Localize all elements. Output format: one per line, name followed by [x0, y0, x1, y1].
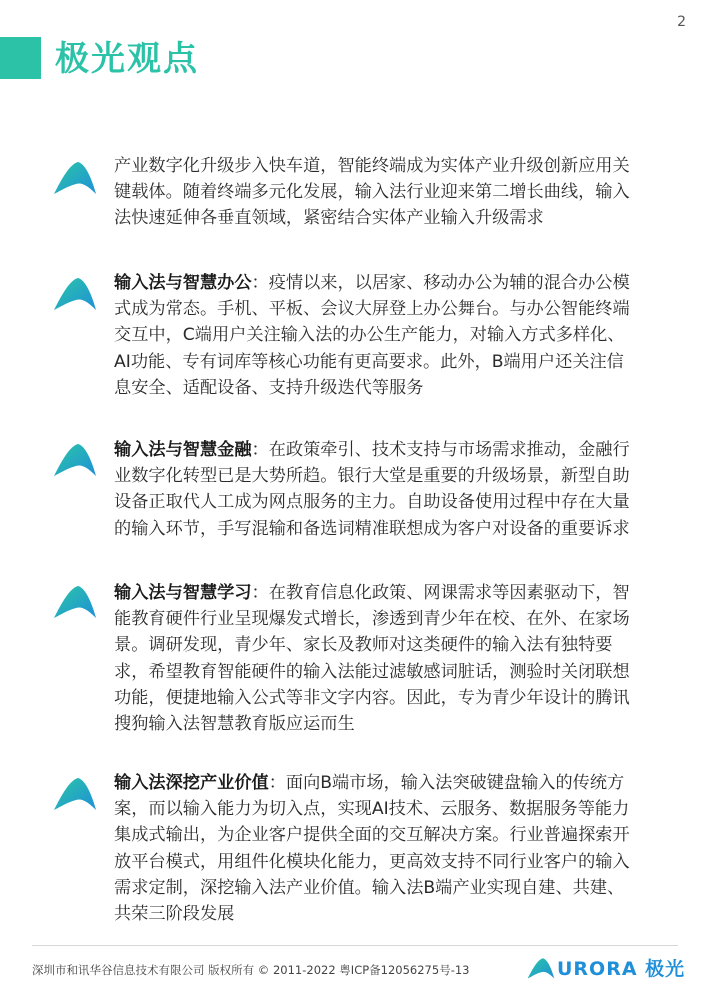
footer-divider [32, 945, 678, 946]
page-number: 2 [677, 14, 686, 30]
item-heading: 输入法深挖产业价值 [114, 773, 269, 793]
aurora-logo-icon [52, 160, 98, 198]
aurora-logo-icon [52, 442, 98, 480]
page-title: 极光观点 [55, 39, 199, 79]
item-body: 产业数字化升级步入快车道，智能终端成为实体产业升级创新应用关键载体。随着终端多元化发展，输入法行业迎来第二增长曲线，输入法快速延伸各垂直领域，紧密结合实体产业输入升级需求 [114, 156, 630, 229]
aurora-logo-icon [52, 584, 98, 622]
item-heading: 输入法与智慧金融 [114, 440, 252, 460]
aurora-logo-icon [52, 276, 98, 314]
item-body: ：在政策牵引、技术支持与市场需求推动，金融行业数字化转型已是大势所趋。银行大堂是重要的升级场景，新型自助设备正取代人工成为网点服务的主力。自助设备使用过程中存在大量的输入环节，手写混输和备选词精准联想成为客户对设备的重要诉求 [114, 440, 630, 539]
item-body: ：疫情以来，以居家、移动办公为辅的混合办公模式成为常态。手机、平板、会议大屏登上办公舞台。与办公智能终端交互中，C端用户关注输入法的办公生产能力，对输入方式多样化、AI功能、专有词库等核心功能有更高要求。此外，B端用户还关注信息安全、适配设备、支持升级迭代等服务 [114, 273, 630, 398]
aurora-logo-icon [526, 957, 556, 981]
item-body: ：在教育信息化政策、网课需求等因素驱动下，智能教育硬件行业呈现爆发式增长，渗透到青少年在校、在外、在家场景。调研发现，青少年、家长及教师对这类硬件的输入法有独特要求，希望教育智能硬件的输入法能过滤敏感词脏话，测验时关闭联想功能，便捷地输入公式等非文字内容。因此，专为青少年设计的腾讯搜狗输入法智慧教育版应运而生 [114, 583, 630, 735]
item-body: ：面向B端市场，输入法突破键盘输入的传统方案，而以输入能力为切入点，实现AI技术、云服务、数据服务等能力集成式输出，为企业客户提供全面的交互解决方案。行业普遍探索开放平台模式，用组件化模块化能力，更高效支持不同行业客户的输入需求定制，深挖输入法产业价值。输入法B端产业实现自建、共建、共荣三阶段发展 [114, 773, 630, 925]
footer-logo-text: URORA 极光 [557, 958, 686, 980]
title-accent-bar [0, 37, 41, 79]
aurora-logo-icon [52, 776, 98, 814]
footer-logo [526, 955, 685, 983]
footer-copyright: 深圳市和讯华谷信息技术有限公司 版权所有 © 2011-2022 粤ICP备12056275号-13 [32, 963, 470, 977]
item-heading: 输入法与智慧学习 [114, 583, 252, 603]
item-heading: 输入法与智慧办公 [114, 273, 252, 293]
